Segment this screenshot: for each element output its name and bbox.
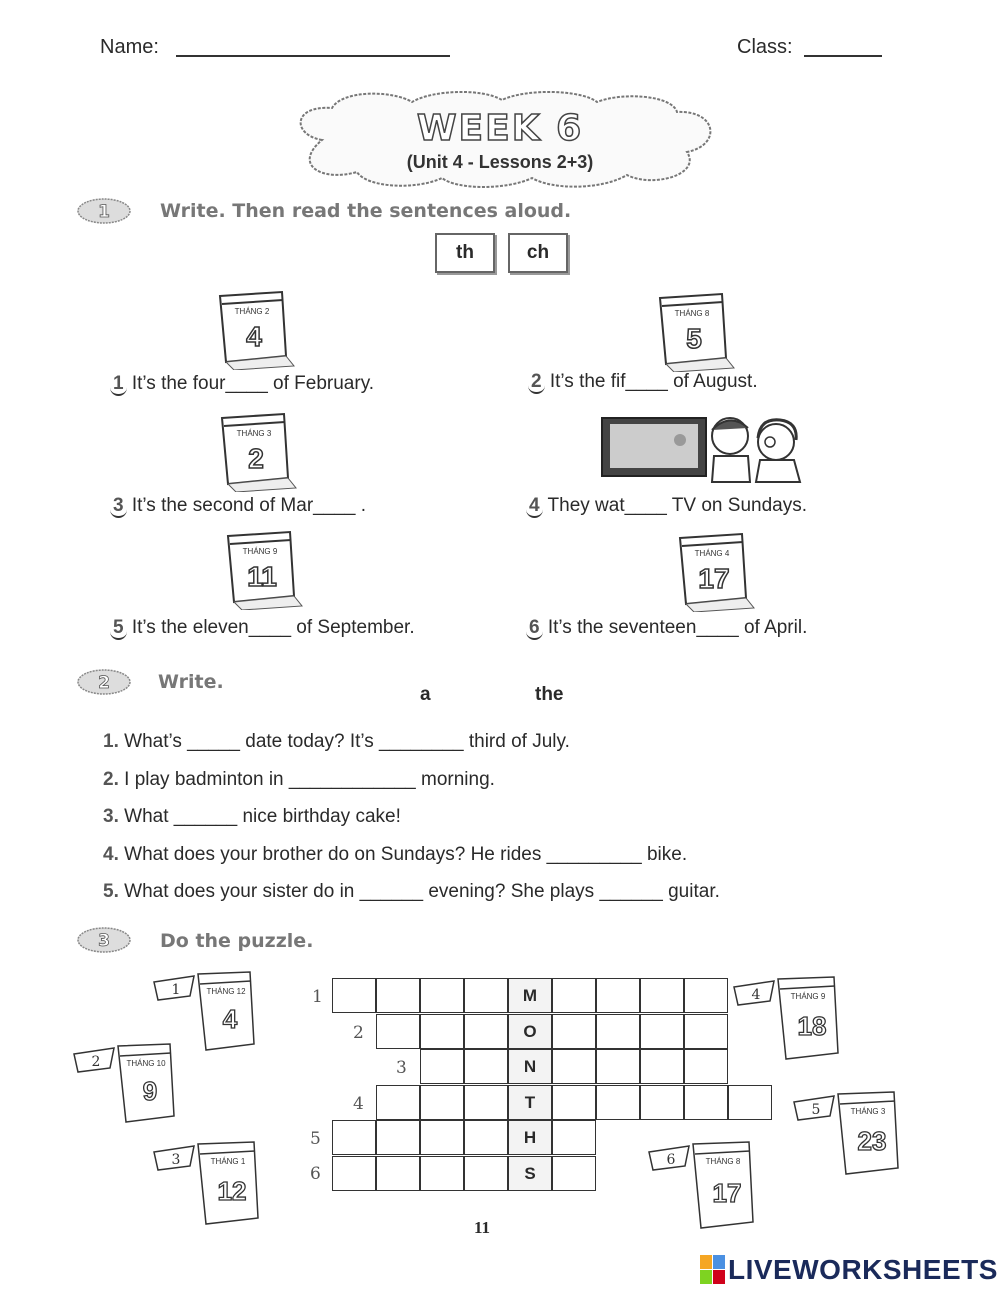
exercise-2-item[interactable]: 3. What ______ nice birthday cake!	[103, 806, 401, 827]
row-number: 1	[312, 987, 323, 1007]
crossword-cell[interactable]	[552, 1085, 596, 1120]
section-3-badge	[76, 926, 132, 954]
section-1-badge	[76, 197, 132, 225]
class-label: Class:	[737, 36, 793, 58]
svg-text:4: 4	[751, 987, 761, 1003]
crossword-cell[interactable]	[376, 1014, 420, 1049]
crossword-cell[interactable]	[640, 1085, 684, 1120]
svg-text:THÁNG 10: THÁNG 10	[126, 1059, 166, 1068]
crossword-cell[interactable]	[552, 1120, 596, 1155]
exercise-1-item[interactable]: 3 It’s the second of Mar____ .	[110, 495, 366, 517]
exercise-1-item[interactable]: 2 It’s the fif____ of August.	[528, 371, 758, 393]
svg-text:THÁNG 1: THÁNG 1	[210, 1157, 246, 1166]
section-3-instruction: Do the puzzle.	[160, 930, 314, 952]
option-th: th	[435, 233, 495, 273]
crossword-cell[interactable]	[640, 1014, 684, 1049]
crossword-key-cell: S	[508, 1156, 552, 1191]
calendar-icon	[652, 290, 740, 377]
crossword-cell[interactable]	[376, 1120, 420, 1155]
svg-text:2: 2	[91, 1054, 101, 1070]
crossword-key-cell: T	[508, 1085, 552, 1120]
svg-text:THÁNG 3: THÁNG 3	[850, 1107, 886, 1116]
option-the: the	[535, 684, 564, 705]
clue-calendar-6	[645, 1140, 770, 1245]
svg-text:5: 5	[811, 1102, 821, 1118]
svg-text:2: 2	[248, 443, 264, 474]
calendar-icon	[212, 288, 300, 375]
svg-text:2: 2	[98, 673, 110, 693]
exercise-2-item[interactable]: 1. What’s _____ date today? It’s ________ third of July.	[103, 731, 570, 752]
exercise-1-item[interactable]: 4 They wat____ TV on Sundays.	[526, 495, 807, 517]
svg-text:17: 17	[698, 563, 730, 594]
crossword-cell[interactable]	[332, 978, 376, 1013]
option-ch: ch	[508, 233, 568, 273]
crossword-cell[interactable]	[420, 1014, 464, 1049]
calendar-icon	[214, 410, 302, 497]
svg-text:THÁNG 8: THÁNG 8	[705, 1157, 741, 1166]
crossword-cell[interactable]	[376, 1156, 420, 1191]
crossword-cell[interactable]	[420, 1085, 464, 1120]
svg-text:THÁNG 9: THÁNG 9	[242, 547, 278, 556]
crossword-cell[interactable]	[596, 1014, 640, 1049]
svg-text:9: 9	[142, 1076, 158, 1106]
clue-calendar-5	[790, 1090, 915, 1190]
crossword-cell[interactable]	[552, 1156, 596, 1191]
page-number: 11	[474, 1218, 491, 1237]
exercise-2-item[interactable]: 5. What does your sister do in ______ evening? She plays ______ guitar.	[103, 881, 720, 902]
crossword-cell[interactable]	[684, 1049, 728, 1084]
svg-text:4: 4	[222, 1004, 238, 1034]
crossword-key-cell: M	[508, 978, 552, 1013]
section-1-number: 1	[98, 202, 110, 222]
crossword-cell[interactable]	[332, 1120, 376, 1155]
svg-text:5: 5	[686, 323, 702, 354]
crossword-cell[interactable]	[684, 978, 728, 1013]
crossword-cell[interactable]	[332, 1156, 376, 1191]
svg-text:12: 12	[217, 1176, 247, 1206]
section-2-instruction: Write.	[158, 671, 224, 693]
svg-text:3: 3	[171, 1152, 181, 1168]
svg-text:THÁNG 12: THÁNG 12	[206, 987, 246, 996]
crossword-cell[interactable]	[420, 1120, 464, 1155]
exercise-1-item[interactable]: 6 It’s the seventeen____ of April.	[526, 617, 807, 639]
svg-text:18: 18	[797, 1011, 827, 1041]
svg-text:4: 4	[246, 321, 262, 352]
svg-text:THÁNG 2: THÁNG 2	[234, 307, 270, 316]
svg-text:23: 23	[857, 1126, 887, 1156]
crossword-cell[interactable]	[464, 1156, 508, 1191]
svg-text:THÁNG 3: THÁNG 3	[236, 429, 272, 438]
svg-text:17: 17	[712, 1178, 742, 1208]
clue-calendar-4	[730, 975, 855, 1075]
crossword-cell[interactable]	[464, 978, 508, 1013]
row-number: 6	[310, 1164, 321, 1184]
crossword-cell[interactable]	[640, 978, 684, 1013]
crossword-cell[interactable]	[420, 1049, 464, 1084]
svg-text:THÁNG 9: THÁNG 9	[790, 992, 826, 1001]
crossword-cell[interactable]	[728, 1085, 772, 1120]
crossword-cell[interactable]	[464, 1014, 508, 1049]
class-input-line[interactable]	[804, 55, 882, 57]
liveworksheets-logo-icon	[700, 1255, 726, 1285]
section-2-badge	[76, 668, 132, 696]
crossword-key-cell: O	[508, 1014, 552, 1049]
crossword-cell[interactable]	[464, 1120, 508, 1155]
svg-text:THÁNG 8: THÁNG 8	[674, 309, 710, 318]
crossword-cell[interactable]	[684, 1085, 728, 1120]
name-input-line[interactable]	[176, 55, 450, 57]
row-number: 4	[353, 1094, 364, 1114]
calendar-icon	[672, 530, 760, 617]
svg-text:THÁNG 4: THÁNG 4	[694, 549, 730, 558]
exercise-1-item[interactable]: 1 It’s the four____ of February.	[110, 373, 374, 395]
crossword-cell[interactable]	[552, 978, 596, 1013]
calendar-icon	[220, 528, 308, 615]
crossword-cell[interactable]	[552, 1014, 596, 1049]
svg-text:1: 1	[171, 982, 181, 998]
crossword-cell[interactable]	[596, 1049, 640, 1084]
brand-name: LIVEWORKSHEETS	[728, 1254, 998, 1285]
page-subtitle: (Unit 4 - Lessons 2+3)	[406, 152, 594, 172]
crossword-cell[interactable]	[464, 1049, 508, 1084]
clue-calendar-2	[70, 1042, 185, 1137]
name-label: Name:	[100, 36, 159, 58]
crossword-cell[interactable]	[420, 1156, 464, 1191]
crossword-cell[interactable]	[552, 1049, 596, 1084]
crossword-cell[interactable]	[464, 1085, 508, 1120]
crossword-cell[interactable]	[596, 978, 640, 1013]
row-number: 3	[396, 1058, 407, 1078]
crossword-cell[interactable]	[596, 1085, 640, 1120]
crossword-cell[interactable]	[640, 1049, 684, 1084]
exercise-2-item[interactable]: 2. I play badminton in ____________ morning.	[103, 769, 495, 790]
svg-text:11: 11	[247, 561, 277, 592]
crossword-cell[interactable]	[684, 1014, 728, 1049]
crossword-cell[interactable]	[376, 1085, 420, 1120]
crossword-cell[interactable]	[420, 978, 464, 1013]
option-a: a	[420, 684, 431, 705]
tv-watching-illustration	[600, 412, 810, 484]
page-title: WEEK 6	[416, 108, 584, 149]
section-1-instruction: Write. Then read the sentences aloud.	[160, 200, 572, 222]
svg-text:3: 3	[98, 931, 110, 951]
exercise-2-item[interactable]: 4. What does your brother do on Sundays? He rides _________ bike.	[103, 844, 688, 865]
clue-calendar-3	[150, 1140, 275, 1240]
svg-text:6: 6	[666, 1152, 676, 1168]
exercise-1-item[interactable]: 5 It’s the eleven____ of September.	[110, 617, 415, 639]
crossword-key-cell: H	[508, 1120, 552, 1155]
crossword-cell[interactable]	[376, 978, 420, 1013]
row-number: 2	[353, 1023, 364, 1043]
crossword-key-cell: N	[508, 1049, 552, 1084]
row-number: 5	[310, 1129, 321, 1149]
